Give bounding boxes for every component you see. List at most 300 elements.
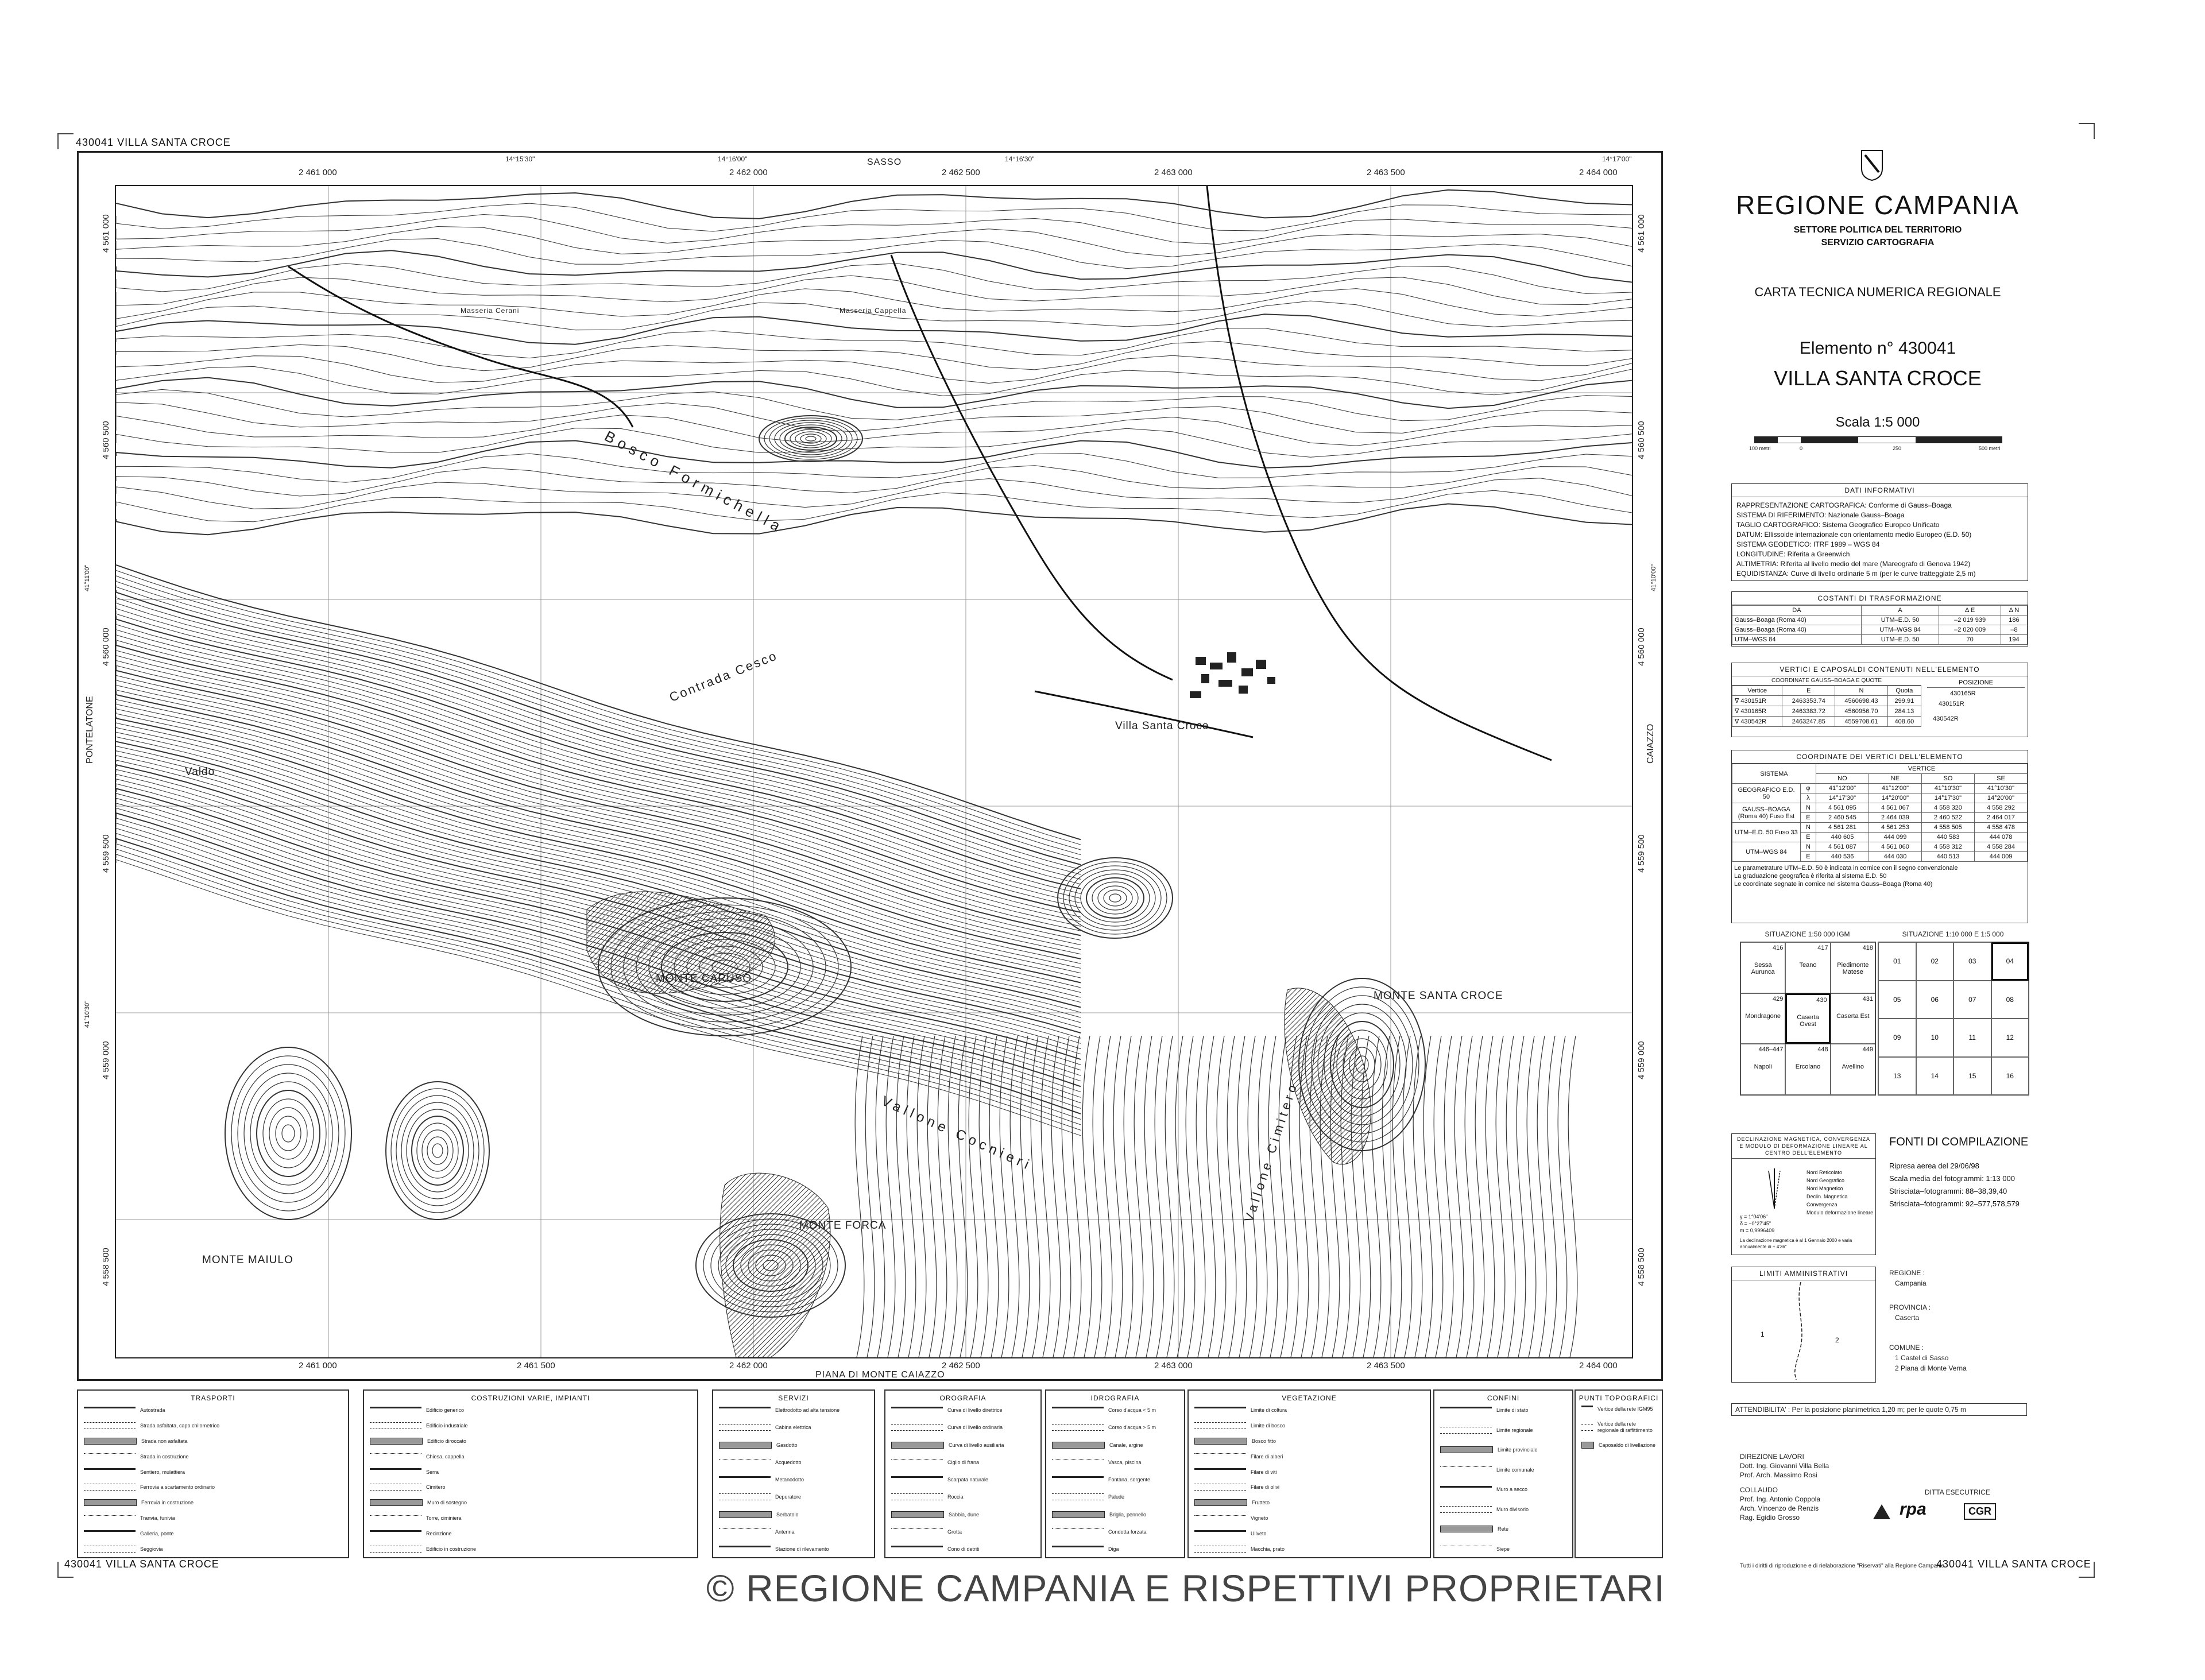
- legend-label: Palude: [1108, 1494, 1125, 1500]
- situazione-cell: 430 Caserta Ovest: [1785, 993, 1830, 1044]
- legend-label: Recinzione: [426, 1531, 452, 1536]
- legend-label: Edificio generico: [426, 1407, 465, 1413]
- area-label: 1: [1761, 1330, 1765, 1338]
- vertici-positions: POSIZIONE 430165R 430151R 430542R: [1927, 678, 2025, 729]
- legend-label: Serbatoio: [776, 1511, 799, 1518]
- grid-label-top: 2 463 500: [1367, 168, 1405, 177]
- legend-row: [719, 1475, 869, 1484]
- legend-symbol: [84, 1484, 136, 1491]
- sheet-name: VILLA SANTA CROCE: [1774, 366, 1982, 390]
- table-row: ∇ 430165R 2463383.72 4560956.70 284.13: [1732, 706, 1921, 717]
- scale-mark: 250: [1893, 446, 1902, 451]
- direzione-label: DIREZIONE LAVORI: [1740, 1453, 1804, 1461]
- legend-symbol: [1194, 1422, 1246, 1429]
- legend-row: [370, 1421, 693, 1430]
- legend-symbol: [891, 1459, 943, 1465]
- situazione-cell: 446–447 Napoli: [1740, 1044, 1785, 1095]
- situazione-cell: 11: [1953, 1019, 1991, 1057]
- legend-label: Muro divisorio: [1496, 1506, 1529, 1512]
- legend-symbol: [719, 1546, 771, 1553]
- legend-row: [719, 1544, 869, 1554]
- legend-row: [719, 1527, 869, 1536]
- legend-label: Antenna: [775, 1528, 795, 1535]
- grid-label-bottom: 2 461 500: [517, 1361, 555, 1371]
- grid-label-left: 4 558 500: [101, 1248, 111, 1286]
- situazione-cell: 15: [1953, 1057, 1991, 1096]
- legend-orografia: OROGRAFIA Curva di livello direttrice Curva di livello ordinaria Curva di livello ausiliaria Ciglio di frana Scarpata naturale Roccia Sabbia, dune Grotta Cono di detriti: [884, 1389, 1042, 1558]
- legend-symbol: [84, 1546, 136, 1553]
- legend-label: Edificio in costruzione: [426, 1546, 477, 1552]
- legend-symbol: [1194, 1438, 1247, 1445]
- grid-label-right: 4 560 500: [1637, 421, 1646, 459]
- legend-label: Curva di livello direttrice: [947, 1407, 1003, 1413]
- legend-vegetazione: VEGETAZIONE Limite di coltura Limite di bosco Bosco fitto Filare di alberi Filare di viti Filare di olivi Frutteto Vigneto Uliveto Macchia, prato: [1187, 1389, 1431, 1558]
- grid-label-left: 4 561 000: [101, 214, 111, 253]
- region-title: REGIONE CAMPANIA: [1736, 190, 2020, 220]
- table-row: E 2 460 545 2 464 039 2 460 522 2 464 017: [1732, 813, 2028, 823]
- label-bosco-formichella: Bosco Formichella: [601, 427, 787, 537]
- legend-label: Elettrodotto ad alta tensione: [775, 1407, 840, 1413]
- legend-label: Vertice della rete IGM95: [1597, 1406, 1653, 1412]
- legend-label: Vigneto: [1251, 1515, 1268, 1522]
- dati-line: RAPPRESENTAZIONE CARTOGRAFICA: Conforme di Gauss–Boaga: [1736, 501, 1952, 509]
- legend-symbol: [719, 1528, 771, 1535]
- fonti-line: Strisciata–fotogrammi: 92–577,578,579: [1889, 1199, 2020, 1208]
- legend-symbol: [370, 1438, 423, 1445]
- geo-tick: 14°16'00": [718, 155, 748, 163]
- legend-label: Stazione di rilevamento: [775, 1546, 829, 1552]
- legend-symbol: [370, 1422, 421, 1429]
- declinazione-legend-item: Nord Reticolato: [1806, 1170, 1843, 1175]
- legend-label: Filare di alberi: [1251, 1453, 1283, 1460]
- legend-label: Grotta: [947, 1528, 962, 1535]
- legend-label: Ciglio di frana: [947, 1459, 980, 1465]
- contour-map-svg: [116, 186, 1632, 1357]
- settore-text: SETTORE POLITICA DEL TERRITORIO: [1793, 225, 1962, 235]
- situazione-cell: 03: [1953, 942, 1991, 981]
- boundary-map-svg: [1732, 1282, 1875, 1380]
- grid-label-right: 4 558 500: [1637, 1248, 1646, 1286]
- collaudo-name: Rag. Egidio Grosso: [1740, 1513, 1800, 1522]
- legend-row: [891, 1492, 1036, 1501]
- table-row: ∇ 430542R 2463247.85 4559708.61 408.60: [1732, 717, 1921, 727]
- panel-costanti-trasformazione: COSTANTI DI TRASFORMAZIONE DA A Δ E Δ N Gauss–Boaga (Roma 40) UTM–E.D. 50 –2 019 939 186 Gauss–Boaga (Roma 40) UTM–WGS 84 –2 020 009 –8 UTM–WGS 84 UTM–E.D. 50 70 194: [1731, 591, 2028, 647]
- legend-row: [370, 1529, 693, 1538]
- legend-row: [719, 1492, 869, 1501]
- grid-label-left: 4 560 500: [101, 421, 111, 459]
- legend-label: Seggiovia: [140, 1546, 163, 1552]
- dati-line: SISTEMA GEODETICO: ITRF 1989 – WGS 84: [1736, 540, 1880, 548]
- legend-row: [719, 1510, 869, 1519]
- rights-text: Tutti i diritti di riproduzione e di rielaborazione "Riservati" alla Regione Campania: [1740, 1563, 1945, 1569]
- legend-symbol: [1440, 1486, 1492, 1493]
- legend-row: [1052, 1423, 1179, 1432]
- scale-mark: 500 metri: [1979, 446, 2001, 451]
- legend-symbol: [1052, 1407, 1104, 1414]
- geo-tick: 14°16'30": [1005, 155, 1035, 163]
- legend-label: Strada asfaltata, capo chilometrico: [140, 1422, 220, 1429]
- collaudo-label: COLLAUDO: [1740, 1486, 1778, 1494]
- fonti-title: FONTI DI COMPILAZIONE: [1889, 1136, 2029, 1148]
- legend-symbol: [1581, 1424, 1593, 1431]
- declinazione-note: La declinazione magnetica è al 1 Gennaio 2000 e varia annualmente di + 4'36": [1740, 1238, 1852, 1249]
- panel-dati-informativi: DATI INFORMATIVI RAPPRESENTAZIONE CARTOGRAFICA: Conforme di Gauss–Boaga SISTEMA DI RIFERIMENTO: Nazionale Gauss–Boaga TAGLIO CARTOGRAFICO: Sistema Geografico Europeo Unificato DATUM: Ellissoide internazionale con orientamento medio Europeo (E.D. 50) SISTEMA GEODETICO: ITRF 1989 – WGS 84 LONGITUDINE: Riferita a Greenwich ALTIMETRIA: Riferita al livello medio del mare (Mareografo di Genova 1942) EQUIDISTANZA: Curve di livello ordinarie 5 m (per le curve tratteggiate 2,5 m): [1731, 483, 2028, 581]
- legend-symbol: [1052, 1528, 1104, 1535]
- topographic-map[interactable]: [115, 185, 1633, 1358]
- grid-label-bottom: 2 463 500: [1367, 1361, 1405, 1371]
- attendibilita-box: ATTENDIBILITA' : Per la posizione planimetrica 1,20 m; per le quote 0,75 m: [1731, 1403, 2027, 1416]
- legend-label: Tranvia, funivia: [140, 1515, 175, 1522]
- legend-symbol: [1440, 1446, 1493, 1453]
- legend-row: [1194, 1498, 1425, 1507]
- legend-row: [370, 1437, 693, 1446]
- legend-idrografia: IDROGRAFIA Corso d'acqua < 5 m Corso d'acqua > 5 m Canale, argine Vasca, piscina Fontana, sorgente Palude Briglia, pennello Condotta forzata Diga: [1045, 1389, 1185, 1558]
- table-row: GAUSS–BOAGA (Roma 40) Fuso Est N 4 561 095 4 561 067 4 558 320 4 558 292: [1732, 803, 2028, 813]
- situazione-cell: 10: [1916, 1019, 1954, 1057]
- legend-symbol: [1581, 1406, 1593, 1413]
- legend-symbol: [891, 1511, 944, 1518]
- situazione-cell: 09: [1878, 1019, 1916, 1057]
- comune-label: COMUNE :: [1889, 1344, 1924, 1352]
- legend-row: [891, 1475, 1036, 1484]
- legend-label: Chiesa, cappella: [426, 1453, 465, 1460]
- legend-label: Edificio diroccato: [427, 1438, 467, 1444]
- legend-symbol: [1052, 1511, 1105, 1518]
- legend-row: [84, 1406, 343, 1415]
- fonti-line: Strisciata–fotogrammi: 88–38,39,40: [1889, 1187, 2007, 1195]
- regione-label: REGIONE :: [1889, 1269, 1925, 1277]
- legend-label: Edificio industriale: [426, 1422, 468, 1429]
- legend-symbol: [891, 1528, 943, 1535]
- fonti-line: Scala media del fotogrammi: 1:13 000: [1889, 1174, 2015, 1183]
- dati-line: SISTEMA DI RIFERIMENTO: Nazionale Gauss–Boaga: [1736, 511, 1905, 519]
- legend-row: [1440, 1406, 1568, 1415]
- legend-row: [84, 1421, 343, 1430]
- regione-value: Campania: [1895, 1279, 1927, 1287]
- legend-row: [84, 1498, 343, 1507]
- legend-row: [1440, 1426, 1568, 1435]
- sheet-code-bottom-right: 430041 VILLA SANTA CROCE: [1936, 1558, 2091, 1570]
- legend-label: Fontana, sorgente: [1108, 1477, 1151, 1482]
- legend-row: [1581, 1442, 1657, 1449]
- legend-symbol: [1052, 1424, 1104, 1431]
- grid-label-bottom: 2 462 500: [942, 1361, 980, 1371]
- declinazione-legend-item: Nord Magnetico: [1806, 1186, 1843, 1191]
- label-monte-santa-croce: MONTE SANTA CROCE: [1374, 990, 1503, 1002]
- declinazione-legend-item: Convergenza: [1806, 1202, 1838, 1207]
- carta-title: CARTA TECNICA NUMERICA REGIONALE: [1754, 285, 2001, 299]
- legend-label: Torre, ciminiera: [426, 1515, 462, 1522]
- table-row: UTM–WGS 84 N 4 561 087 4 561 060 4 558 312 4 558 284: [1732, 842, 2028, 852]
- declinazione-legend-item: Declin. Magnetica: [1806, 1194, 1848, 1199]
- grid-label-top: 2 461 000: [299, 168, 337, 177]
- vertici-table: Vertice E N Quota ∇ 430151R 2463353.74 4560698.43 299.91 ∇ 430165R 2463383.72 4560956.70 284.13 ∇ 430542R 2463247.85 4559708.61 408.60: [1732, 686, 1921, 727]
- legend-row: [1052, 1492, 1179, 1501]
- legend-row: [1052, 1406, 1179, 1415]
- legend-symbol: [1440, 1546, 1492, 1552]
- legend-label: Filare di viti: [1251, 1469, 1277, 1475]
- legend-row: [1440, 1544, 1568, 1554]
- coord-note: Le coordinate segnate in cornice nel sistema Gauss–Boaga (Roma 40): [1734, 881, 1933, 888]
- collaudo-name: Arch. Vincenzo de Renzis: [1740, 1504, 1819, 1512]
- legend-row: [370, 1498, 693, 1507]
- grid-label-left: 4 559 500: [101, 834, 111, 873]
- legend-row: [1581, 1421, 1657, 1434]
- legend-row: [891, 1423, 1036, 1432]
- legend-symbol: [1194, 1407, 1246, 1414]
- legend-row: [1581, 1406, 1657, 1413]
- legend-row: [1052, 1527, 1179, 1536]
- situazione-cell: 429 Mondragone: [1740, 993, 1785, 1044]
- elemento-number: Elemento n° 430041: [1799, 339, 1956, 358]
- legend-symbol: [1194, 1530, 1246, 1538]
- legend-symbol: [1440, 1466, 1492, 1473]
- table-row: GEOGRAFICO E.D. 50 φ 41°12'00" 41°12'00" 41°10'30" 41°10'30": [1732, 784, 2028, 793]
- legend-label: Briglia, pennello: [1109, 1511, 1147, 1518]
- legend-row: [1194, 1421, 1425, 1430]
- legend-row: [370, 1544, 693, 1554]
- legend-row: [1194, 1513, 1425, 1523]
- legend-symbol: [1440, 1407, 1492, 1414]
- legend-row: [891, 1544, 1036, 1554]
- legend-label: Limite di stato: [1496, 1407, 1529, 1413]
- legend-label: Roccia: [947, 1494, 964, 1500]
- legend-symbol: [84, 1530, 136, 1538]
- legend-symbol: [370, 1515, 421, 1522]
- grid-label-bottom: 2 461 000: [299, 1361, 337, 1371]
- legend-label: Depuratore: [775, 1494, 802, 1500]
- legend-symbol: [84, 1438, 137, 1445]
- situazione-cell: 448 Ercolano: [1785, 1044, 1830, 1095]
- fonti-line: Ripresa aerea del 29/06/98: [1889, 1162, 1979, 1170]
- legend-confini: CONFINI Limite di stato Limite regionale Limite provinciale Limite comunale Muro a secco Muro divisorio Rete Siepe: [1433, 1389, 1573, 1558]
- situazione-cell: 02: [1916, 942, 1954, 981]
- geo-tick: 41°10'00": [1650, 564, 1657, 591]
- grid-label-top: 2 464 000: [1579, 168, 1618, 177]
- legend-label: Cimitero: [426, 1484, 446, 1491]
- grid-label-right: 4 561 000: [1637, 214, 1646, 253]
- scale-text: Scala 1:5 000: [1835, 415, 1920, 430]
- geo-tick: 14°15'30": [505, 155, 535, 163]
- provincia-label: PROVINCIA :: [1889, 1303, 1931, 1311]
- legend-label: Caposaldo di livellazione: [1599, 1442, 1656, 1448]
- legend-row: [84, 1468, 343, 1477]
- legend-label: Limite regionale: [1496, 1427, 1533, 1433]
- legend-symbol: [891, 1407, 943, 1414]
- legend-row: [370, 1513, 693, 1523]
- legend-label: Limite comunale: [1496, 1466, 1534, 1473]
- coord-note: Le parametrature UTM–E.D. 50 è indicata in cornice con il segno convenzionale: [1734, 865, 1958, 872]
- declinazione-value: δ = −0°27'45": [1740, 1221, 1771, 1226]
- label-masseria: Masseria Cerani: [461, 307, 520, 315]
- legend-label: Cabina elettrica: [775, 1424, 811, 1431]
- situazione-cell: 07: [1953, 981, 1991, 1019]
- provincia-value: Caserta: [1895, 1314, 1920, 1322]
- situazione-cell: 417 Teano: [1785, 942, 1830, 993]
- legend-row: [1194, 1468, 1425, 1477]
- situazione-cell: 12: [1991, 1019, 2029, 1057]
- legend-label: Frutteto: [1252, 1500, 1270, 1506]
- legend-symbol: [1194, 1484, 1246, 1491]
- situazione-cell: 08: [1991, 981, 2029, 1019]
- legend-label: Ferrovia in costruzione: [141, 1500, 194, 1506]
- geo-tick: 14°17'00": [1602, 155, 1632, 163]
- legend-symbol: [1194, 1468, 1246, 1476]
- table-row: E 440 536 444 030 440 513 444 009: [1732, 852, 2028, 862]
- direzione-name: Prof. Arch. Massimo Rosi: [1740, 1471, 1817, 1479]
- legend-row: [1440, 1485, 1568, 1494]
- legend-label: Bosco fitto: [1252, 1438, 1276, 1444]
- region-emblem-icon: [1860, 149, 1883, 181]
- grid-label-bottom: 2 463 000: [1154, 1361, 1193, 1371]
- situazione-cell: 431 Caserta Est: [1831, 993, 1875, 1044]
- legend-symbol: [84, 1407, 136, 1414]
- legend-symbol: [84, 1453, 136, 1460]
- panel-limiti-amministrativi: LIMITI AMMINISTRATIVI 1 2: [1731, 1267, 1876, 1383]
- legend-label: Metanodotto: [775, 1477, 804, 1482]
- legend-row: [370, 1406, 693, 1415]
- geo-tick: 41°11'00": [84, 564, 91, 591]
- company-logo-rpa: rpa: [1900, 1500, 1927, 1519]
- scale-mark: 100 metri: [1749, 446, 1771, 451]
- legend-symbol: [1581, 1442, 1594, 1449]
- dati-line: TAGLIO CARTOGRAFICO: Sistema Geografico Europeo Unificato: [1736, 521, 1940, 529]
- grid-label-bottom: 2 462 000: [729, 1361, 768, 1371]
- legend-symbol: [719, 1424, 771, 1431]
- legend-symbol: [370, 1468, 421, 1476]
- legend-symbol: [370, 1530, 421, 1538]
- legend-label: Curva di livello ordinaria: [947, 1424, 1003, 1431]
- dati-line: EQUIDISTANZA: Curve di livello ordinarie 5 m (per le curve tratteggiate 2,5 m): [1736, 570, 1976, 578]
- map-edge-right: CAIAZZO: [1646, 723, 1655, 764]
- situazione-cell: 04: [1991, 942, 2029, 981]
- map-edge-left: PONTELATONE: [85, 696, 95, 764]
- legend-label: Corso d'acqua > 5 m: [1108, 1424, 1156, 1431]
- legend-row: [1194, 1544, 1425, 1554]
- legend-label: Siepe: [1496, 1546, 1510, 1552]
- legend-servizi: SERVIZI Elettrodotto ad alta tensione Cabina elettrica Gasdotto Acquedotto Metanodotto Depuratore Serbatoio Antenna Stazione di rilevamento: [712, 1389, 875, 1558]
- legend-label: Curva di livello ausiliaria: [949, 1442, 1004, 1448]
- situazione-cell: 13: [1878, 1057, 1916, 1096]
- legend-row: [1052, 1458, 1179, 1467]
- panel-declinazione: DECLINAZIONE MAGNETICA, CONVERGENZA E MODULO DI DEFORMAZIONE LINEARE AL CENTRO DELL'ELEMENTO Nord Reticolato Nord Geografico Nord Magnetico Declin. Magnetica Convergenza Modulo deformazione lineare γ = 1°04'06" δ = −0°27'45" m = 0,9996409 La declinazione magnetica è al 1 Gennaio 2000 e varia annualmente di + 4'36": [1731, 1133, 1876, 1255]
- legend-symbol: [1440, 1506, 1492, 1513]
- legend-symbol: [1052, 1493, 1104, 1500]
- declinazione-value: m = 0,9996409: [1740, 1228, 1775, 1233]
- legend-label: Muro a secco: [1496, 1487, 1528, 1493]
- coordinate-table: SISTEMA VERTICE NO NE SO SE GEOGRAFICO E.D. 50 φ 41°12'00" 41°12'00" 41°10'30" 41°10'30" λ 14°17'30" 14°20'00" 14°17'30" 14°20'00" GAUSS–BOAGA (Roma 40) Fuso Est N 4 561 095 4 561 067 4 558 320 4 558 292 E 2 460 545 2 464 039 2 460 522 2 464 017 UTM–E.D. 50 Fuso 33 N 4 561 281 4 561 253 4 558 505 4 558 478 E 440 605 444 099 440 583 444 078 UTM–WGS 84 N 4 561 087 4 561 060 4 558 312 4 558 284 E 440 536 444 030 440 513 444 009: [1732, 764, 2028, 862]
- map-edge-bottom: PIANA DI MONTE CAIAZZO: [815, 1370, 945, 1380]
- legend-row: [84, 1482, 343, 1492]
- legend-row: [84, 1437, 343, 1446]
- grid-label-top: 2 463 000: [1154, 168, 1193, 177]
- legend-symbol: [719, 1476, 771, 1484]
- legend-label: Limite di bosco: [1251, 1422, 1286, 1429]
- label-monte-forca: MONTE FORCA: [799, 1220, 887, 1232]
- label-monte-maiulo: MONTE MAIULO: [202, 1254, 293, 1266]
- legend-row: [84, 1544, 343, 1554]
- legend-row: [891, 1406, 1036, 1415]
- legend-symbol: [370, 1407, 421, 1414]
- legend-label: Canale, argine: [1109, 1442, 1143, 1448]
- servizio-text: SERVIZIO CARTOGRAFIA: [1821, 238, 1935, 247]
- situazione-50k-grid: [1740, 942, 1876, 1096]
- legend-label: Rete: [1498, 1526, 1509, 1532]
- legend-symbol: [1194, 1453, 1246, 1460]
- legend-symbol: [1440, 1526, 1493, 1532]
- declinazione-legend-item: Modulo deformazione lineare: [1806, 1210, 1874, 1216]
- legend-trasporti: TRASPORTI Autostrada Strada asfaltata, capo chilometrico Strada non asfaltata Strada in costruzione Sentiero, mulattiera Ferrovia a scartamento ordinario Ferrovia in costruzione Tranvia, funivia Galleria, ponte Seggiovia: [77, 1389, 349, 1558]
- legend-label: Limite provinciale: [1498, 1447, 1538, 1453]
- legend-costruzioni: COSTRUZIONI VARIE, IMPIANTI Edificio generico Edificio industriale Edificio diroccato Chiesa, cappella Serra Cimitero Muro di sostegno Torre, ciminiera Recinzione Edificio in costruzione: [363, 1389, 698, 1558]
- situazione-cell: 418 Piedimonte Matese: [1831, 942, 1875, 993]
- legend-row: [370, 1482, 693, 1492]
- legend-label: Autostrada: [140, 1407, 165, 1413]
- legend-symbol: [1052, 1442, 1105, 1449]
- legend-symbol: [891, 1493, 943, 1500]
- legend-row: [891, 1458, 1036, 1467]
- ditta-label: DITTA ESECUTRICE: [1925, 1488, 1990, 1496]
- legend-label: Sabbia, dune: [949, 1511, 980, 1518]
- north-arrow-icon: [1751, 1165, 1797, 1211]
- legend-label: Acquedotto: [775, 1459, 802, 1465]
- legend-label: Condotta forzata: [1108, 1528, 1147, 1535]
- legend-row: [719, 1406, 869, 1415]
- scale-bar: [1754, 436, 2002, 443]
- legend-symbol: [1052, 1546, 1104, 1553]
- comune-value: 1 Castel di Sasso: [1895, 1354, 1949, 1362]
- legend-symbol: [1052, 1476, 1104, 1484]
- label-villa-santa-croce: Villa Santa Croce: [1115, 720, 1209, 732]
- dati-line: DATUM: Ellissoide internazionale con orientamento medio Europeo (E.D. 50): [1736, 531, 1972, 539]
- legend-label: Corso d'acqua < 5 m: [1108, 1407, 1156, 1413]
- table-row: Gauss–Boaga (Roma 40) UTM–WGS 84 –2 020 009 –8: [1732, 625, 2028, 635]
- legend-row: [370, 1468, 693, 1477]
- legend-label: Strada in costruzione: [140, 1453, 189, 1460]
- situazione-10k-title: SITUAZIONE 1:10 000 E 1:5 000: [1902, 930, 2004, 938]
- legend-row: [84, 1529, 343, 1538]
- legend-row: [719, 1441, 869, 1450]
- legend-row: [1194, 1452, 1425, 1461]
- legend-label: Galleria, ponte: [140, 1531, 174, 1536]
- legend-label: Gasdotto: [776, 1442, 798, 1448]
- legend-label: Serra: [426, 1469, 439, 1475]
- grid-label-left: 4 560 000: [101, 628, 111, 666]
- comune-value: 2 Piana di Monte Verna: [1895, 1364, 1967, 1372]
- collaudo-name: Prof. Ing. Antonio Coppola: [1740, 1495, 1821, 1503]
- area-label: 2: [1835, 1336, 1839, 1344]
- legend-row: [1440, 1445, 1568, 1454]
- legend-punti: PUNTI TOPOGRAFICI Vertice della rete IGM95 Vertice della rete regionale di raffittimento Caposaldo di livellazione: [1575, 1389, 1663, 1558]
- situazione-cell: 06: [1916, 981, 1954, 1019]
- legend-label: Muro di sostegno: [427, 1500, 467, 1506]
- coord-note: La graduazione geografica è riferita al sistema E.D. 50: [1734, 873, 1887, 880]
- legend-symbol: [84, 1422, 136, 1429]
- legend-symbol: [891, 1546, 943, 1553]
- label-valdo: Valdo: [185, 766, 215, 778]
- company-logo-cgr: CGR: [1964, 1503, 1996, 1520]
- legend-symbol: [370, 1499, 423, 1506]
- crop-mark-top-left: [57, 133, 74, 149]
- table-row: UTM–WGS 84 UTM–E.D. 50 70 194: [1732, 635, 2028, 645]
- situazione-50k-title: SITUAZIONE 1:50 000 IGM: [1765, 930, 1850, 938]
- costanti-table: DA A Δ E Δ N Gauss–Boaga (Roma 40) UTM–E.D. 50 –2 019 939 186 Gauss–Boaga (Roma 40) UTM–WGS 84 –2 020 009 –8 UTM–WGS 84 UTM–E.D. 50 70 194: [1732, 605, 2028, 645]
- legend-symbol: [84, 1468, 136, 1476]
- dati-line: ALTIMETRIA: Riferita al livello medio del mare (Mareografo di Genova 1942): [1736, 560, 1971, 568]
- legend-row: [891, 1441, 1036, 1450]
- sheet-code-top: 430041 VILLA SANTA CROCE: [76, 137, 231, 148]
- declinazione-legend-item: Nord Geografico: [1806, 1178, 1845, 1183]
